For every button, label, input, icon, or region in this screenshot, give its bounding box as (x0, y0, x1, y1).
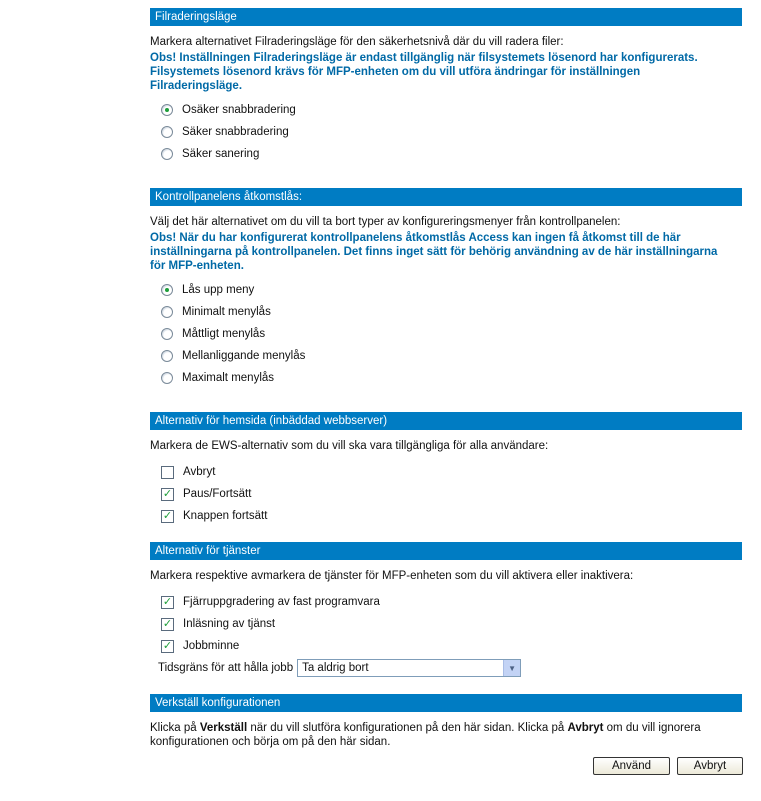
home-page-options (150, 461, 742, 527)
apply-text-bold: Verkställ (199, 722, 248, 734)
file-erase-warning (150, 51, 742, 93)
radio-button[interactable] (161, 372, 173, 384)
file-erase-options (150, 99, 742, 165)
chevron-down-icon[interactable]: ▼ (503, 660, 520, 676)
checkbox-checked[interactable]: ✓ (162, 617, 173, 630)
warning-line: Obs! Inställningen Filraderingsläge är endast tillgänglig när filsystemets lösenord har konfigurerats. (150, 52, 698, 64)
section-header-home-page: Alternativ för hemsida (inbäddad webbserver) (150, 412, 742, 430)
radio-option[interactable] (150, 99, 742, 121)
checkbox-checked[interactable]: ✓ (162, 595, 173, 608)
option-label: Paus/Fortsätt (183, 488, 252, 500)
option-label: Säker sanering (182, 148, 260, 160)
option-label: Avbryt (183, 466, 216, 478)
section-header-file-erase: Filraderingsläge (150, 8, 742, 26)
apply-text-part: när du vill slutföra konfigurationen på den här sidan. Klicka på (247, 722, 568, 734)
radio-option[interactable] (150, 323, 742, 345)
job-timeout-label: Tidsgräns för att hålla jobb (158, 662, 294, 674)
warning-line: inställningarna på kontrollpanelen. Det finns inget sätt för behörig användning av de här inställningarna (150, 246, 718, 258)
radio-option[interactable] (150, 279, 742, 301)
radio-button[interactable] (161, 284, 173, 296)
option-label: Osäker snabbradering (182, 104, 296, 116)
apply-text-part: Klicka på (150, 722, 200, 734)
radio-button[interactable] (161, 126, 173, 138)
radio-option[interactable] (150, 367, 742, 389)
section-home-page (150, 412, 742, 527)
radio-button[interactable] (161, 148, 173, 160)
checkbox-checked[interactable]: ✓ (162, 487, 173, 500)
services-options (150, 591, 742, 679)
checkbox-option[interactable] (150, 635, 742, 657)
section-apply-config (150, 694, 742, 749)
radio-button[interactable] (161, 350, 173, 362)
warning-line: Obs! När du har konfigurerat kontrollpanelens åtkomstlås Access kan ingen få åtkomst till de här (150, 232, 681, 244)
checkbox-option[interactable] (150, 483, 742, 505)
checkbox-checked[interactable]: ✓ (162, 639, 173, 652)
section-header-apply-config: Verkställ konfigurationen (150, 694, 742, 712)
home-page-intro: Markera de EWS-alternativ som du vill ska vara tillgängliga för alla användare: (150, 440, 549, 452)
radio-button[interactable] (161, 306, 173, 318)
option-label: Inläsning av tjänst (183, 618, 276, 630)
cancel-button[interactable]: Avbryt (677, 757, 743, 775)
checkbox-checked[interactable]: ✓ (162, 509, 173, 522)
panel-lock-intro: Välj det här alternativet om du vill ta bort typer av konfigureringsmenyer från kontrollpanelen: (150, 216, 621, 228)
file-erase-intro: Markera alternativet Filraderingsläge för den säkerhetsnivå där du vill radera filer: (150, 36, 564, 48)
option-label: Säker snabbradering (182, 126, 289, 138)
section-panel-lock (150, 188, 742, 389)
checkbox[interactable] (161, 466, 174, 479)
warning-line: Filraderingsläge. (150, 80, 243, 92)
apply-config-text (150, 721, 742, 749)
apply-text-part: konfigurationen och börja om på den här sidan. (150, 736, 391, 748)
warning-line: för MFP-enheten. (150, 260, 244, 272)
radio-option[interactable] (150, 301, 742, 323)
apply-button[interactable]: Använd (593, 757, 670, 775)
option-label: Lås upp meny (182, 284, 255, 296)
checkbox-option[interactable] (150, 613, 742, 635)
radio-option[interactable] (150, 345, 742, 367)
section-file-erase (150, 8, 742, 165)
section-header-services: Alternativ för tjänster (150, 542, 742, 560)
job-timeout-value: Ta aldrig bort (302, 662, 369, 674)
option-label: Fjärruppgradering av fast programvara (183, 596, 380, 608)
radio-button[interactable] (161, 104, 173, 116)
section-services (150, 542, 742, 679)
radio-option[interactable] (150, 143, 742, 165)
option-label: Maximalt menylås (182, 372, 275, 384)
option-label: Måttligt menylås (182, 328, 266, 340)
radio-option[interactable] (150, 121, 742, 143)
option-label: Jobbminne (183, 640, 240, 652)
job-timeout-select[interactable] (297, 659, 521, 677)
checkbox-option[interactable] (150, 505, 742, 527)
option-label: Knappen fortsätt (183, 510, 268, 522)
option-label: Minimalt menylås (182, 306, 271, 318)
services-intro: Markera respektive avmarkera de tjänster för MFP-enheten som du vill aktivera eller inaktivera: (150, 570, 634, 582)
job-timeout-row (150, 657, 742, 679)
checkbox-option[interactable] (150, 461, 742, 483)
apply-text-bold: Avbryt (567, 722, 604, 734)
checkbox-option[interactable] (150, 591, 742, 613)
section-header-panel-lock: Kontrollpanelens åtkomstlås: (150, 188, 742, 206)
radio-button[interactable] (161, 328, 173, 340)
option-label: Mellanliggande menylås (182, 350, 306, 362)
warning-line: Filsystemets lösenord krävs för MFP-enheten om du vill utföra ändringar för inställningen (150, 66, 641, 78)
apply-text-part: om du vill ignorera (603, 722, 701, 734)
action-buttons (593, 757, 743, 775)
panel-lock-options (150, 279, 742, 389)
panel-lock-warning (150, 231, 742, 273)
